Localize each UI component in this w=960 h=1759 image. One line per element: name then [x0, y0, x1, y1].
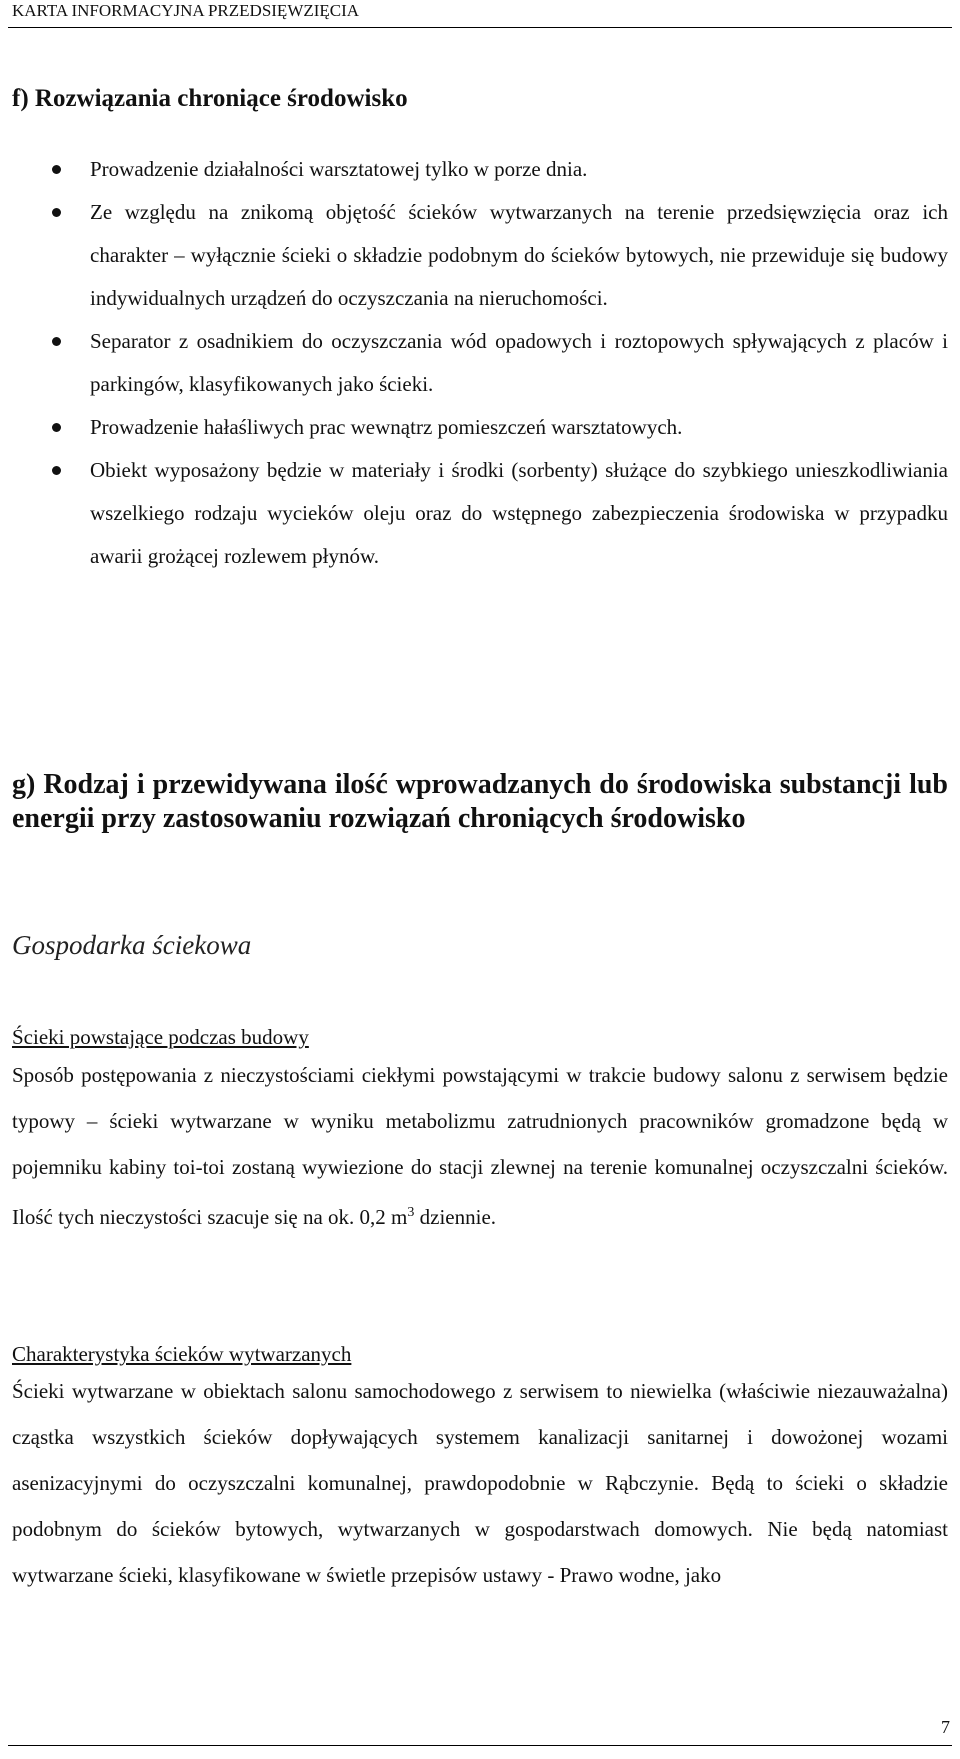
bullet-text: Prowadzenie działalności warsztatowej tylko w porze dnia. [90, 157, 588, 181]
superscript-exponent: 3 [407, 1205, 415, 1220]
bullet-icon [52, 466, 61, 475]
construction-wastewater-title: Ścieki powstające podczas budowy [12, 1025, 309, 1049]
section-f-bullet-list [0, 148, 960, 578]
page-number: 7 [941, 1717, 950, 1737]
wastewater-subheading: Gospodarka ściekowa [12, 930, 252, 960]
paragraph-text-end: dziennie. [414, 1205, 497, 1229]
bullet-item [0, 320, 960, 406]
bullet-item [0, 191, 960, 320]
bullet-icon [52, 208, 61, 217]
wastewater-characteristics-title: Charakterystyka ścieków wytwarzanych [12, 1342, 352, 1366]
bullet-icon [52, 423, 61, 432]
bullet-item [0, 406, 960, 449]
bullet-text: Separator z osadnikiem do oczyszczania wód opadowych i roztopowych spływających z placów i parkingów, klasyfikowanych jako ścieki. [90, 329, 948, 396]
bullet-item [0, 449, 960, 578]
bullet-icon [52, 337, 61, 346]
wastewater-characteristics-paragraph: Ścieki wytwarzane w obiektach salonu samochodowego z serwisem to niewielka (właściwie niezauważalna) cząstka wszystkich ścieków dopływających systemem kanalizacji sanitarnej i dowożonej wozami asenizacyjnymi do oczyszczalni komunalnej, prawdopodobnie w Rąbczynie. Będą to ścieki o składzie podobnym do ścieków bytowych, wytwarzanych w gospodarstwach domowych. Nie będą natomiast wytwarzane ścieki, klasyfikowane w świetle przepisów ustawy - Prawo wodne, jako [12, 1379, 948, 1587]
footer-divider [8, 1745, 952, 1746]
bullet-text: Obiekt wyposażony będzie w materiały i środki (sorbenty) służące do szybkiego unieszkodliwiania wszelkiego rodzaju wycieków oleju oraz do wstępnego zabezpieczenia środowiska w przypadku awarii grożącej rozlewem płynów. [90, 458, 948, 568]
bullet-text: Ze względu na znikomą objętość ścieków wytwarzanych na terenie przedsięwzięcia oraz ich charakter – wyłącznie ścieki o składzie podobnym do ścieków bytowych, nie przewiduje się budowy indywidualnych urządzeń do oczyszczania na nieruchomości. [90, 200, 948, 310]
paragraph-text: Sposób postępowania z nieczystościami ciekłymi powstającymi w trakcie budowy salonu z serwisem będzie typowy – ścieki wytwarzane w wyniku metabolizmu zatrudnionych pracowników gromadzone będą w pojemniku kabiny toi-toi zostaną wywiezione do stacji zlewnej na terenie komunalnej oczyszczalni ścieków. Ilość tych nieczystości szacuje się na ok. 0,2 m [12, 1063, 948, 1229]
construction-wastewater-paragraph [12, 1052, 948, 1240]
bullet-item [0, 148, 960, 191]
bullet-text: Prowadzenie hałaśliwych prac wewnątrz pomieszczeń warsztatowych. [90, 415, 683, 439]
running-header [8, 0, 952, 28]
bullet-icon [52, 165, 61, 174]
running-header-title: KARTA INFORMACYJNA PRZEDSIĘWZIĘCIA [12, 1, 360, 20]
section-g-heading: g) Rodzaj i przewidywana ilość wprowadzanych do środowiska substancji lub energii przy zastosowaniu rozwiązań chroniących środowisko [12, 769, 948, 834]
section-f-heading: f) Rozwiązania chroniące środowisko [12, 85, 408, 112]
